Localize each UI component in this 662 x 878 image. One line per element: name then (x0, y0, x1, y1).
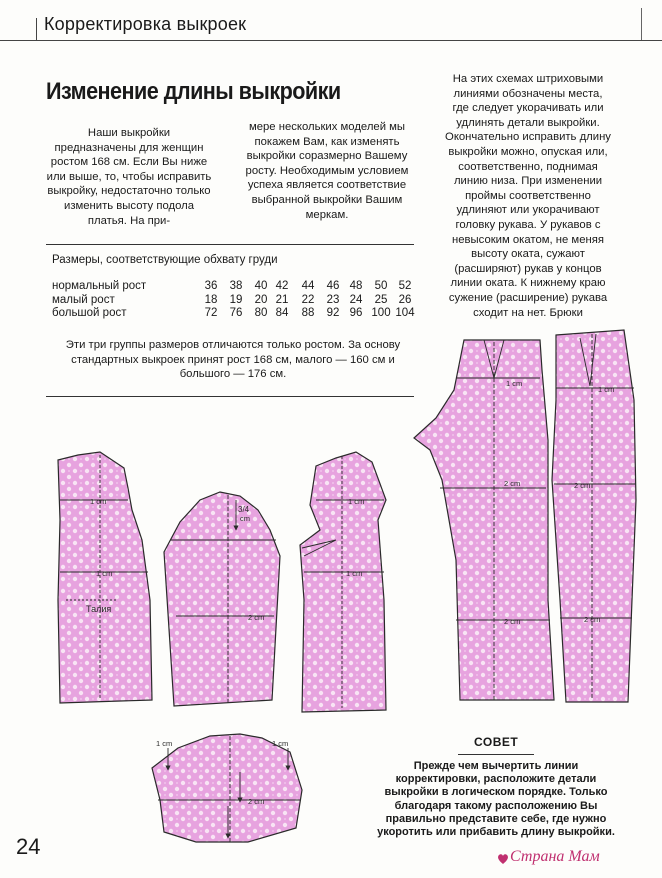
pants2-label-3: 2 cm (584, 615, 601, 624)
pants-back-piece (552, 330, 636, 702)
pants1-label-3: 2 cm (504, 617, 521, 626)
tip-rule (458, 754, 534, 755)
pants1-label-1: 1 cm (506, 379, 523, 388)
size-value: 88 (301, 307, 315, 319)
sleeve-piece (164, 492, 280, 706)
watermark-heart-icon (496, 852, 510, 866)
size-value: 76 (229, 307, 243, 319)
size-value: 20 (254, 293, 268, 306)
intro-text-column-2: мере нескольких моделей мы покажем Вам, как изменять выкройки соразмерно Вашему росту. Необходимым условием успеха является соответствие выбранной выкройки Вашим меркам. (245, 121, 409, 221)
size-value: 84 (275, 307, 289, 319)
size-value: 72 (204, 307, 218, 319)
size-value: 50 (374, 280, 388, 292)
pants2-label-2: 2 cm (574, 481, 591, 490)
size-value: 26 (398, 293, 412, 306)
size-value: 92 (326, 307, 340, 319)
size-value: 23 (326, 293, 340, 306)
sleeve-label: 2 cm (248, 613, 265, 622)
size-value: 80 (254, 307, 268, 319)
size-value: 21 (275, 293, 289, 306)
short-sleeve-label-3: 2 cm (248, 797, 265, 806)
pants-front-piece (414, 340, 554, 700)
bodice-front-piece (300, 452, 386, 712)
size-value: 38 (229, 280, 243, 292)
size-value: 48 (349, 280, 363, 292)
size-value: 19 (229, 293, 243, 306)
waist-label: Талия (86, 604, 112, 614)
back-label-1: 1 cm (90, 497, 107, 506)
pants2-label-1: 1 cm (598, 385, 615, 394)
size-value: 96 (349, 307, 363, 319)
back-label-2: 1 cm (96, 569, 113, 578)
page-heading: Изменение длины выкройки (46, 78, 341, 105)
pants1-label-2: 2 cm (504, 479, 521, 488)
watermark: Страна Мам (510, 848, 600, 865)
intro-text-column-1: Наши выкройки предназначены для женщин ростом 168 см. Если Вы ниже или выше, то, чтобы исправить выкройку, недостаточно только изменить высоту подола платья. На при- (46, 127, 212, 227)
intro-text-column-3: На этих схемах штриховыми линиями обозначены места, где следует укорачивать или удлинять детали выкройки. Окончательно исправить длину выкройки можно, опуская или, соответственно, поднимая линию низа. При изменении проймы соответственно удлиняют или укорачивают головку рукава. У рукавов с невысоким окатом, не меняя высоту оката, сужают (расширяют) рукав у концов линии оката. К нижнему краю сужение (расширение) рукава сходит на нет. Брюки (445, 73, 611, 319)
short-sleeve-label-1: 1 cm (156, 739, 173, 748)
sizes-row-label: большой рост (52, 307, 127, 319)
sleeve-top-unit: cm (240, 514, 250, 523)
size-value: 52 (398, 280, 412, 292)
tip-text: Прежде чем вычертить линии корректировки, расположите детали выкройки в логическом порядке. Только благодаря такому расположению Вы правильно представите себе, где нужно укоротить или прибавить длину выкройки. (377, 760, 615, 839)
sizes-row-label: нормальный рост (52, 280, 147, 292)
short-sleeve-piece (152, 734, 302, 842)
front-label-2: 1 cm (346, 569, 363, 578)
sleeve-top-label: 3/4 (238, 505, 250, 514)
size-value: 36 (204, 280, 218, 292)
page-number: 24 (16, 834, 41, 859)
short-sleeve-label-2: 1 cm (272, 739, 289, 748)
size-value: 25 (374, 293, 388, 306)
size-value: 46 (326, 280, 340, 292)
tip-title: СОВЕТ (474, 735, 519, 749)
size-value: 104 (395, 307, 415, 319)
size-value: 44 (301, 280, 315, 292)
sizes-note: Эти три группы размеров отличаются только ростом. За основу стандартных выкроек принят рост 168 см, малого — 160 см и большого — 176 см. (65, 339, 401, 381)
size-value: 40 (254, 280, 268, 292)
size-value: 42 (275, 280, 289, 292)
sizes-caption: Размеры, соответствующие обхвату груди (52, 254, 278, 266)
size-value: 24 (349, 293, 363, 306)
size-value: 22 (301, 293, 315, 306)
size-value: 100 (371, 307, 391, 319)
chapter-title: Корректировка выкроек (44, 14, 247, 34)
front-label-1: 1 cm (348, 497, 365, 506)
sizes-row-label: малый рост (52, 293, 115, 306)
size-value: 18 (204, 293, 218, 306)
